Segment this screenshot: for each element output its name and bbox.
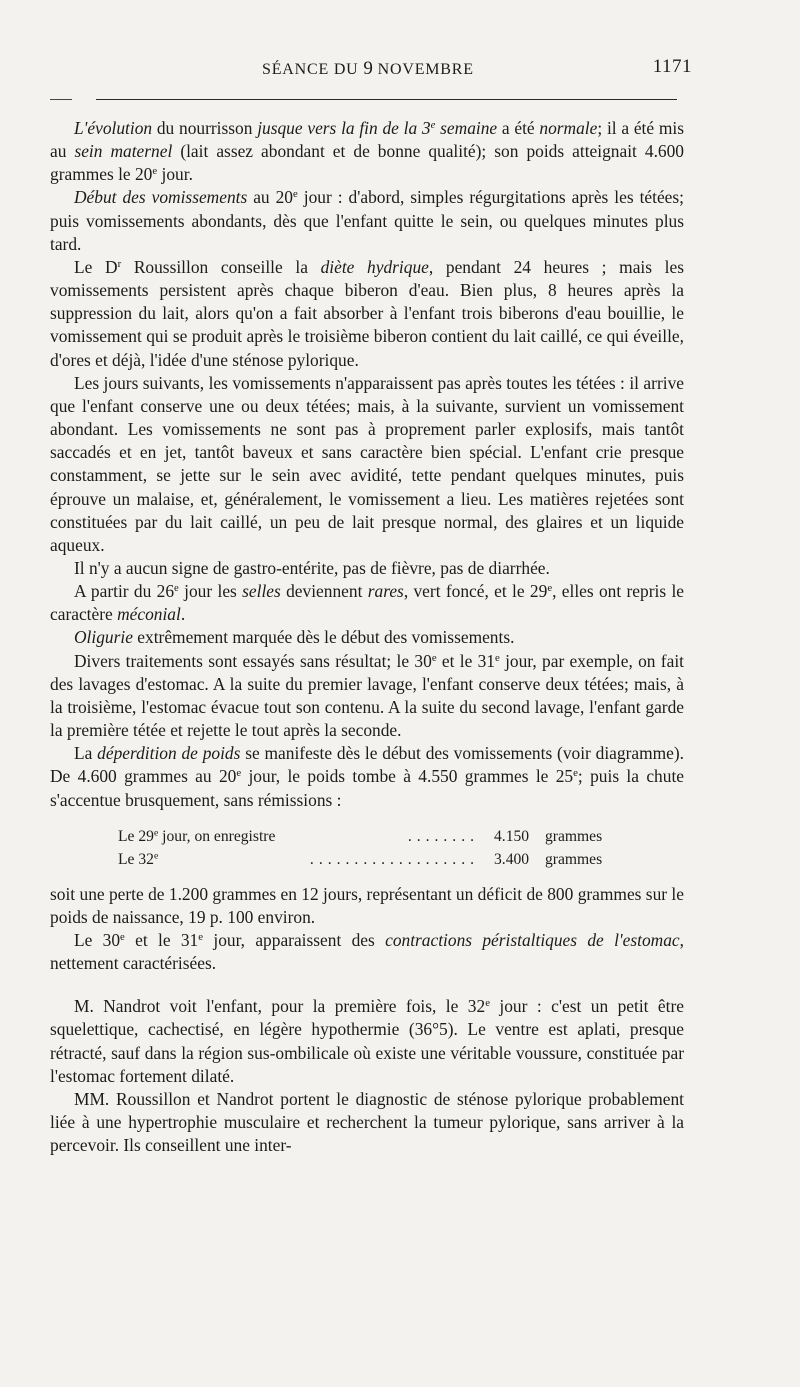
leader-dots: ........ — [407, 827, 479, 845]
weight-list — [50, 825, 684, 871]
paragraph-diete-hydrique: Le $D^r$ Roussillon conseille la diète hydrique, pendant 24 heures ; mais les vomissements persistent après chaque biberon d'eau. Bien plus, 8 heures après la suppression du lait, alors qu'on a fait absorber à l'enfant trois biberons d'eau bouillie, le vomissement qui se produit après le troisième biberon contient du lait caillé, ce qui éveille, d'ores et déjà, l'idée d'une sténose pylorique. — [50, 256, 684, 370]
leader-dots: ................... — [309, 850, 479, 868]
weight-unit: grammes — [545, 850, 603, 868]
header-rule — [96, 99, 677, 100]
weight-unit: grammes — [545, 827, 603, 845]
paragraph-evolution: L'évolution du nourrisson jusque vers la fin de la 3e semaine a été normale; il a été mis au sein maternel (lait assez abondant et de bonne qualité); son poids atteignait 4.600 grammes le 20e jour. — [50, 118, 685, 185]
weight-label: Le 29e jour, on enregistre — [118, 827, 276, 845]
paragraph-gastro-enterite: Il n'y a aucun signe de gastro-entérite, pas de fièvre, pas de diarrhée. — [74, 557, 550, 578]
paragraph-nandrot: M. Nandrot voit l'enfant, pour la première fois, le 32e jour : c'est un petit être squelettique, cachectisé, en légère hypothermie (36°5). Le ventre est aplati, presque rétracté, sauf dans la région sus-ombilicale où existe une véritable voussure, constituée par l'estomac fortement dilaté. — [50, 996, 684, 1086]
body-text — [50, 117, 684, 1157]
paragraph-deperdition: La déperdition de poids se manifeste dès le début des vomissements (voir diagramme). De 4.600 grammes au 20e jour, le poids tombe à 4.550 grammes le 25e; puis la chute s'accentue brusquement, sans rémissions : — [50, 743, 684, 810]
paragraph-contractions: Le 30e et le 31e jour, apparaissent des contractions péristaltiques de l'estomac, nettement caractérisées. — [50, 930, 684, 974]
paragraph-oligurie: Oligurie extrêmement marquée dès le début des vomissements. — [74, 627, 515, 648]
paragraph-jours-suivants: Les jours suivants, les vomissements n'apparaissent pas après toutes les tétées : il arrive que l'enfant conserve une ou deux tétées; mais, à la suivante, survient un vomissement abondant. Les vomissements ne sont pas à proprement parler explosifs, mais tantôt saccadés et en jet, tantôt baveux et sans caractère bien spécial. L'enfant crie presque constamment, se jette sur le sein avec avidité, tette pendant quelques minutes, puis éprouve un malaise, et, généralement, le vomissement a lieu. Les matières rejetées sont constituées par du lait caillé, un peu de lait presque normal, des glaires et un liquide aqueux. — [50, 372, 684, 555]
paragraph-perte: soit une perte de 1.200 grammes en 12 jours, représentant un déficit de 800 grammes sur le poids de naissance, 19 p. 100 environ. — [50, 883, 684, 927]
running-header — [50, 58, 692, 84]
page-number: 1171 — [652, 56, 692, 77]
paragraph-debut-vomissements: Début des vomissements au 20e jour : d'abord, simples régurgitations après les tétées; puis vomissements abondants, dès que l'enfant quitte le sein, ou quelques minutes plus tard. — [50, 187, 684, 254]
weight-label: Le 32e — [118, 850, 159, 868]
weight-row — [50, 848, 684, 871]
paragraph-diagnostic: MM. Roussillon et Nandrot portent le diagnostic de sténose pylorique probablement liée à une hypertrophie musculaire et recherchent la tumeur pylorique, sans arriver à la percevoir. Ils conseillent une inter- — [50, 1088, 684, 1156]
weight-value: 3.400 — [494, 850, 530, 868]
paragraph-traitements: Divers traitements sont essayés sans résultat; le 30e et le 31e jour, par exemple, on fait des lavages d'estomac. A la suite du premier lavage, l'enfant conserve deux tétées; mais, à la troisième, l'estomac évacue tout son contenu. A la suite du second lavage, l'enfant garde la première tétée et rejette le tout après la seconde. — [50, 650, 684, 741]
weight-row — [50, 825, 684, 848]
paragraph-selles: A partir du 26e jour les selles deviennent rares, vert foncé, et le 29e, elles ont repris le caractère méconial. — [50, 581, 684, 625]
weight-value: 4.150 — [494, 827, 530, 845]
header-rule-fragment — [50, 99, 72, 100]
running-title: SÉANCE DU 9 NOVEMBRE — [262, 58, 474, 79]
